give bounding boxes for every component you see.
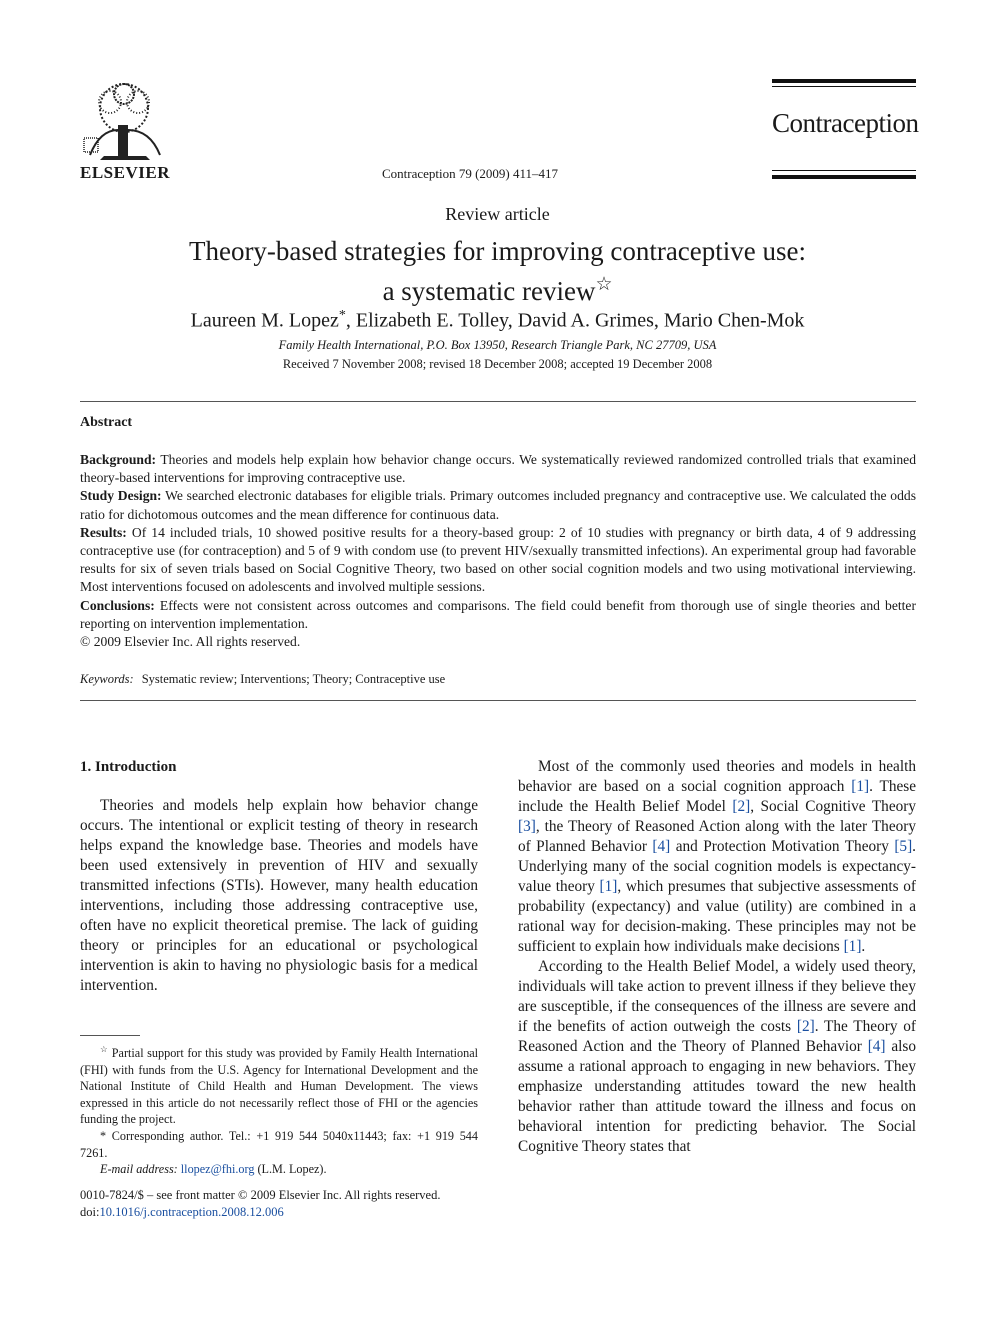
article-title xyxy=(0,234,990,308)
journal-rule xyxy=(772,170,916,171)
conclusions-label: Conclusions: xyxy=(80,597,155,613)
other-authors: , Elizabeth E. Tolley, David A. Grimes, Mario Chen-Mok xyxy=(345,309,805,332)
results-text: Of 14 included trials, 10 showed positive results for a theory-based group: 2 of 10 studies with pregnancy or birth data, 4 of 9 addressing contraceptive use (for contraception) and 5 of 9 with condom use (to prevent HIV/sexually transmitted infections). An experimental group had favorable results for six of seven trials based on Social Cognitive Theory, two based on other social cognition models and two using motivational interviewing. Most interventions focused on adolescents and involved multiple sessions. xyxy=(80,524,916,595)
email-label: E-mail address: xyxy=(100,1162,178,1177)
text: . xyxy=(861,938,866,955)
keywords-label: Keywords: xyxy=(80,672,134,686)
text: , the Theory of Reasoned Action along with the later Theory of Planned Behavior xyxy=(518,818,916,855)
divider xyxy=(80,700,916,701)
text: . The Theory of Reasoned Action and the Theory of Planned Behavior xyxy=(518,1018,916,1055)
email-link[interactable]: llopez@fhi.org xyxy=(180,1162,255,1177)
journal-name: Contraception xyxy=(772,108,919,138)
article-type: Review article xyxy=(445,204,550,224)
abstract-conclusions xyxy=(80,597,916,633)
text: and Protection Motivation Theory xyxy=(670,838,895,855)
abstract-results xyxy=(80,524,916,597)
text: Most of the commonly used theories and models in health behavior are based on a social cognition approach xyxy=(518,758,916,795)
front-matter xyxy=(80,1187,500,1221)
citation-2[interactable]: [2] xyxy=(796,1018,815,1035)
left-column xyxy=(80,757,478,996)
abstract-background xyxy=(80,451,916,487)
citation-4[interactable]: [4] xyxy=(867,1038,886,1055)
divider xyxy=(80,401,916,402)
corresponding-footnote: * Corresponding author. Tel.: +1 919 544 5040x11443; fax: +1 919 544 7261. xyxy=(80,1129,478,1160)
background-label: Background: xyxy=(80,452,157,467)
authors xyxy=(0,308,990,333)
abstract-copyright: © 2009 Elsevier Inc. All rights reserved. xyxy=(80,634,301,650)
affiliation: Family Health International, P.O. Box 13950, Research Triangle Park, NC 27709, USA xyxy=(278,338,717,352)
keywords-text: Systematic review; Interventions; Theory; Contraceptive use xyxy=(141,672,446,686)
issn-line: 0010-7824/$ – see front matter © 2009 Elsevier Inc. All rights reserved. xyxy=(80,1188,441,1202)
doi-link[interactable]: 10.1016/j.contraception.2008.12.006 xyxy=(99,1205,284,1219)
text: , which presumes that subjective assessments of probability (expectancy) and value (utility) are combined in a rational way for decision-making. These principles may not be sufficient to explain how individuals make decisions xyxy=(518,878,916,955)
text: also assume a rational approach to engaging in new behaviors. They emphasize understanding attitudes toward the new health behavior rather than attitude toward the illness and focus on behavioral intention for predicting behavior. The Social Cognitive Theory states that xyxy=(518,1038,917,1155)
design-text: We searched electronic databases for eligible trials. Primary outcomes included pregnancy and contraceptive use. We calculated the odds ratio for dichotomous outcomes and the mean difference for continuous data. xyxy=(80,488,916,522)
email-name: (L.M. Lopez). xyxy=(254,1162,327,1177)
citation-1[interactable]: [1] xyxy=(599,878,618,895)
journal-rule xyxy=(772,86,916,87)
background-text: Theories and models help explain how behavior change occurs. We systematically reviewed randomized controlled trials that examined theory-based interventions for improving contraceptive use. xyxy=(80,452,916,486)
right-column xyxy=(518,757,916,1157)
intro-paragraph-2 xyxy=(518,757,916,957)
citation-5[interactable]: [5] xyxy=(894,838,913,855)
title-line-2 xyxy=(0,268,990,308)
journal-reference: Contraception 79 (2009) 411–417 xyxy=(381,166,559,181)
email-footnote xyxy=(80,1161,478,1178)
intro-paragraph-3 xyxy=(518,957,916,1157)
citation-1[interactable]: [1] xyxy=(851,778,870,795)
citation-3[interactable]: [3] xyxy=(518,818,536,835)
star-mark: ☆ xyxy=(100,1044,109,1054)
title-line-1: Theory-based strategies for improving contraceptive use: xyxy=(188,236,807,266)
doi-line xyxy=(80,1204,500,1221)
abstract-heading: Abstract xyxy=(80,415,133,430)
funding-footnote xyxy=(80,1041,478,1128)
text: According to the Health Belief Model, a widely used theory, individuals will take action to prevent illness if they believe they are susceptible, if the consequences of the illness are severe and if the benefits of action outweigh the costs xyxy=(518,958,916,1035)
footnotes xyxy=(80,1041,478,1178)
title-footnote-mark[interactable]: ☆ xyxy=(595,274,613,295)
text: . These include the Health Belief Model xyxy=(518,778,916,815)
results-label: Results: xyxy=(80,524,127,540)
journal-rule xyxy=(772,79,916,83)
title-line-2-text: a systematic review xyxy=(382,276,596,306)
funding-text: Partial support for this study was provided by Family Health International (FHI) with funds from the U.S. Agency for International Development and the National Institute of Child Health and Human Development. The views expressed in this article do not necessarily reflect those of FHI or the agencies funding the project. xyxy=(80,1046,478,1127)
conclusions-text: Effects were not consistent across outcomes and comparisons. The field could benefit from thorough use of single theories and better reporting on intervention implementation. xyxy=(80,597,916,631)
author-lopez[interactable]: Laureen M. Lopez xyxy=(190,309,339,332)
design-label: Study Design: xyxy=(80,488,162,504)
intro-paragraph-1: Theories and models help explain how behavior change occurs. The intentional or explicit testing of theory in research helps expand the knowledge base. Theories and models have been used extensively in prevention of HIV and sexually transmitted infections (STIs). However, many health education interventions, including those addressing contraceptive use, often have no explicit theoretical premise. The lack of guiding theory or principles for an educational or psychological intervention is akin to having no physiologic basis for a medical intervention. xyxy=(80,797,478,994)
publisher-logo-text: ELSEVIER xyxy=(80,163,170,182)
citation-1[interactable]: [1] xyxy=(843,938,862,955)
abstract-study-design xyxy=(80,487,916,523)
article-dates: Received 7 November 2008; revised 18 December 2008; accepted 19 December 2008 xyxy=(282,357,713,371)
text: , Social Cognitive Theory xyxy=(750,798,917,815)
journal-rule xyxy=(772,175,916,179)
section-heading-introduction: 1. Introduction xyxy=(80,759,177,775)
text: . Underlying many of the social cognition models is expectancy-value theory xyxy=(518,838,916,895)
citation-4[interactable]: [4] xyxy=(652,838,671,855)
abstract-body xyxy=(80,451,916,651)
doi-label: doi: xyxy=(80,1205,100,1219)
footnote-rule xyxy=(80,1035,140,1036)
citation-2[interactable]: [2] xyxy=(732,798,751,815)
keywords xyxy=(80,672,445,687)
corresponding-mark[interactable]: * xyxy=(338,308,346,323)
